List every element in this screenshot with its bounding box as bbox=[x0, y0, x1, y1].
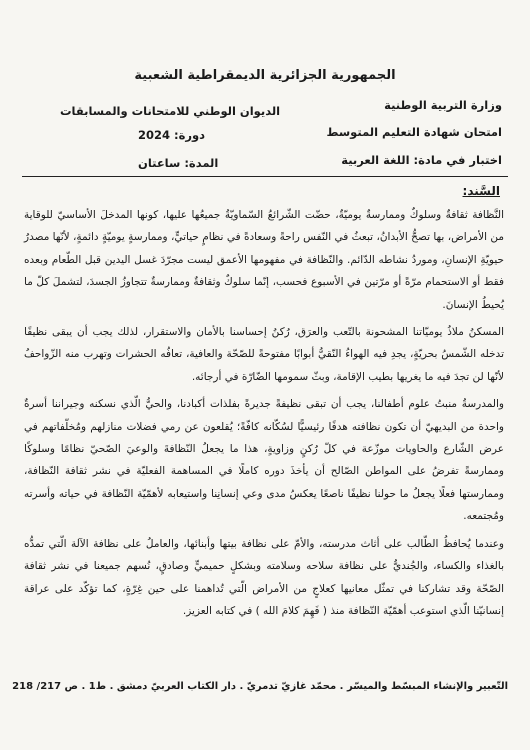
subject-label: اختبار في مادة: اللغة العربية bbox=[341, 153, 502, 167]
paragraph-3: والمدرسةُ منبتُ علوم أطفالنا، يجب أن تبقى نظيفةً جديرةً بفلذات أكبادنا، والحيُّ الّذي نسكنه وجيراننا أسرةٌ واحدة من البديهيّ أن تكون نظافته هدفًا رئيسيًّا لسُكّانه كافّةً؛ يُقلعون عن رمي فضلات منازلهم ومُخلّفاتهم في عرض الشّارع والحاويات موزّعة في كلّ رُكنٍ وزاويةٍ، هذا ما يجعلُ النّظافةَ والوعيَ الصّحيّ نظامًا وسلوكًا وممارسةً تفرضُ على المواطن الصّالح أن يأخذَ دوره كاملًا في المساهمة الفعليّة في نشر ثقافة النّظافة، وممارستها فعلًا يجعلُ ما حولنا نظيفًا ناصعًا يعكسُ مدى وعي إنسانِنا واستيعابه لأهمّيّة النّظافة في حياته وأسرته ومُجتمعه. bbox=[24, 398, 504, 523]
reading-text bbox=[24, 204, 504, 627]
paragraph-2: المسكنُ ملاذُ يوميّاتنا المشحونة بالتّعب والعرَق، رُكنُ إحساسنا بالأمان والاستقرار، لذلك يجب أن يبقى نظيفًا تدخله الشّمسُ بحريّةٍ، يجدِ فيه الهواءُ النّقيُّ أبوابًا مفتوحةً للصّحّة والعافية، تعافُه الحشرات وتهرب منه الزّواحفُ لأنّها لن تجدَ فيه ما يغريها بطيب الإقامة، وبثّ سمومها الضّارّة في أرجائه. bbox=[24, 326, 504, 383]
ministry-label: وزارة التربية الوطنية bbox=[384, 98, 502, 112]
text-heading: السَّند: bbox=[462, 184, 500, 198]
paragraph-4: وعندما يُحافظُ الطّالب على أثاث مدرسته، والأمّ على نظافة بيتها وأبنائها، والعاملُ على نظافة الآلة الّتي تمدُّه بالغذاء والكساء، والجُنديُّ على نظافة سلاحه وسلامته وبشكلٍ حميميٍّ وصادقٍ، نُسهم جميعنا في نشر ثقافة الصّحّة وقد تشاركنا في تمثّل معانيها كعلاجٍ من الأمراض الّتي تُداهمنا على حين غِرّةٍ، كما تؤكّد على عراقة إنسانيّنا الّذي استوعب أهمّيّة النّظافة منذ ( فَهِمَ كلامَ الله ) في كتابه العزيز. bbox=[24, 537, 504, 617]
paragraph-1: النَّظافة ثقافةٌ وسلوكٌ وممارسةٌ يوميّةٌ، حضّت الشّرائعُ السّماويّةُ جميعُها عليها، كونها المدخلَ الأساسيّ للوقاية من الأمراض، بها تصحُّ الأبدانُ، تبعثُ في النّفس راحةً وسعادةً في نظامٍ حياتيٍّ، وممارسةٍ يوميّةٍ دائمةٍ، لأنّها مصدرُ حيويّةِ الإنسانِ، وموردُ نشاطه الدّائم. والنّظافة في مفهومها الأعمق ليست مجرّدَ غسل اليدين قبل الطّعام وبعده فقط أو الاستحمام مرّةً أو مرّتين في الأسبوع فحسب، إنّما سلوكٌ وثقافةٌ وممارسةٌ تتجاوزُ الجسدَ، لتشملَ كلّ ما يُحيطُ الإنسانَ. bbox=[24, 209, 504, 311]
republic-title: الجمهورية الجزائرية الديمقراطية الشعبية bbox=[134, 68, 396, 83]
header-divider bbox=[22, 176, 508, 177]
duration-label: المدة: ساعتان bbox=[138, 156, 219, 170]
exam-name: امتحان شهادة التعليم المتوسط bbox=[326, 125, 502, 139]
source-citation: التّعبير والإنشاء المبسّط والميسّر . محمّد غازيّ تدمريّ . دار الكتاب العربيّ دمشق . ط1 . ص 217/ 218 bbox=[12, 681, 508, 692]
exam-office-label: الديوان الوطني للامتحانات والمسابقات bbox=[60, 104, 281, 118]
session-year: دورة: 2024 bbox=[138, 128, 206, 142]
